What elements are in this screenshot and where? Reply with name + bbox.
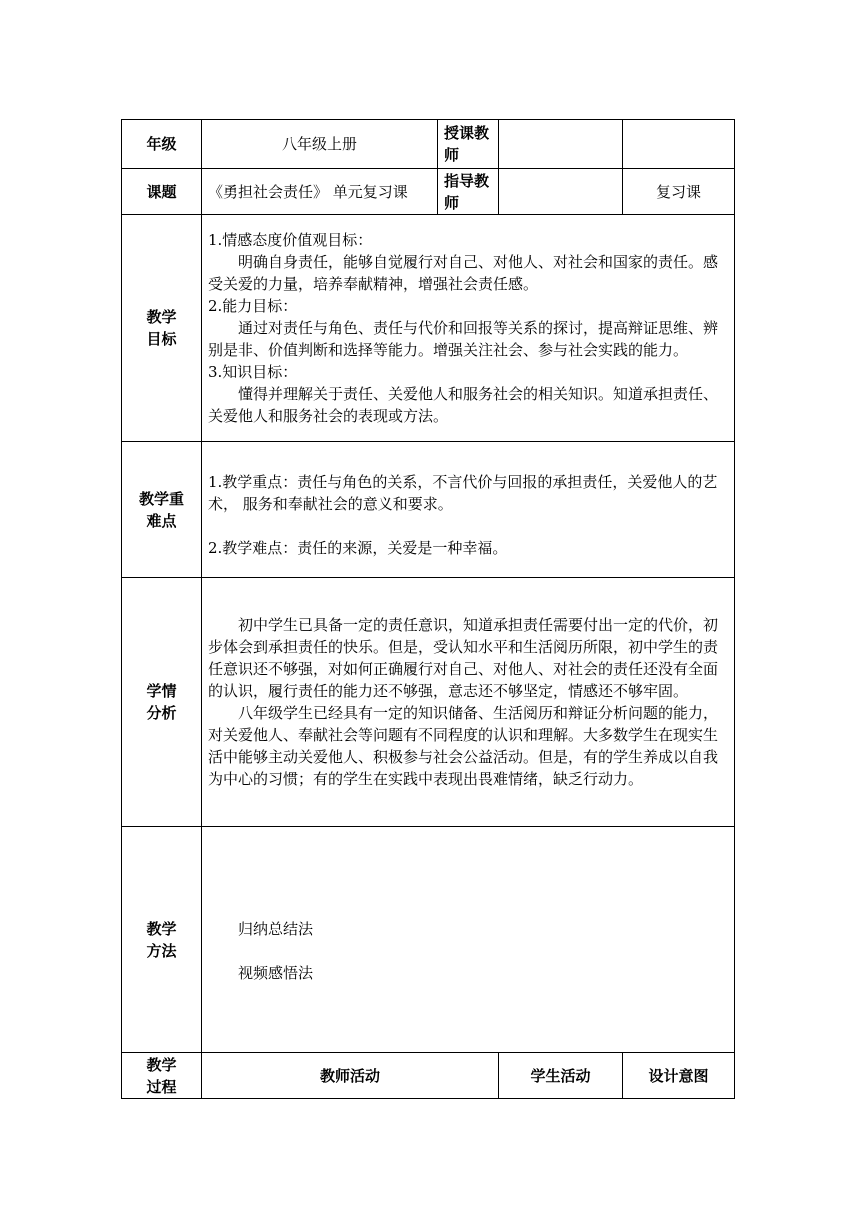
- objective-1-title: 1.情感态度价值观目标：: [208, 231, 373, 249]
- guide-value: [499, 169, 623, 215]
- key-points-label: [122, 442, 202, 578]
- process-label-text: 教学过程: [146, 1055, 177, 1096]
- grade-value: 八年级上册: [202, 120, 438, 169]
- objective-2-title: 2.能力目标：: [208, 297, 298, 315]
- teacher-label: 授课教师: [438, 120, 499, 169]
- key-point-difficulty: 2.教学难点：责任的来源，关爱是一种幸福。: [208, 538, 508, 557]
- process-row: [122, 1053, 735, 1099]
- objective-3-text: 懂得并理解关于责任、关爱他人和服务社会的相关知识。知道承担责任、关爱他人和服务社会的表现或方法。: [208, 385, 719, 425]
- objectives-row: [122, 215, 735, 442]
- analysis-content: [202, 578, 735, 827]
- teacher-activity-header: 教师活动: [202, 1053, 499, 1099]
- analysis-label-text: 学情分析: [146, 682, 177, 722]
- student-activity-header: 学生活动: [499, 1053, 623, 1099]
- process-label: [122, 1053, 202, 1099]
- key-points-row: [122, 442, 735, 578]
- objectives-label-text: 教学目标: [146, 308, 177, 348]
- grade-label: 年级: [122, 120, 202, 169]
- grade-row: [122, 120, 735, 169]
- topic-label: 课题: [122, 169, 202, 215]
- method-item: 归纳总结法: [238, 919, 314, 938]
- analysis-row: [122, 578, 735, 827]
- key-points-content: [202, 442, 735, 578]
- lesson-type: 复习课: [623, 169, 735, 215]
- key-points-label-text: 教学重难点: [138, 489, 184, 530]
- key-point-focus: 1.教学重点：责任与角色的关系，不言代价与回报的承担责任，关爱他人的艺术， 服务和奉献社会的意义和要求。: [208, 472, 718, 513]
- topic-row: [122, 169, 735, 215]
- method-item: 视频感悟法: [238, 963, 314, 982]
- analysis-para-1: 初中学生已具备一定的责任意识，知道承担责任需要付出一定的代价，初步体会到承担责任的快乐。但是，受认知水平和生活阅历所限，初中学生的责任意识还不够强，对如何正确履行对自己、对他人、对社会的责任还没有全面的认识，履行责任的能力还不够强，意志还不够坚定，情感还不够牢固。: [208, 616, 719, 700]
- guide-label: 指导教师: [438, 169, 499, 215]
- teacher-value: [499, 120, 623, 169]
- objectives-label: [122, 215, 202, 442]
- teacher-extra: [623, 120, 735, 169]
- analysis-label: [122, 578, 202, 827]
- methods-row: [122, 827, 735, 1053]
- objective-2-text: 通过对责任与角色、责任与代价和回报等关系的探讨，提高辩证思维、辨别是非、价值判断和选择等能力。增强关注社会、参与社会实践的能力。: [208, 319, 719, 359]
- methods-label-text: 教学方法: [146, 919, 177, 960]
- methods-label: [122, 827, 202, 1053]
- objectives-content: [202, 215, 735, 442]
- lesson-plan-table: [121, 119, 735, 1099]
- methods-content: [202, 827, 735, 1053]
- design-intent-header: 设计意图: [623, 1053, 735, 1099]
- objective-3-title: 3.知识目标：: [208, 363, 298, 381]
- objective-1-text: 明确自身责任，能够自觉履行对自己、对他人、对社会和国家的责任。感受关爱的力量，培养奉献精神，增强社会责任感。: [208, 253, 719, 293]
- analysis-para-2: 八年级学生已经具有一定的知识储备、生活阅历和辩证分析问题的能力，对关爱他人、奉献社会等问题有不同程度的认识和理解。大多数学生在现实生活中能够主动关爱他人、积极参与社会公益活动。但是，有的学生养成以自我为中心的习惯；有的学生在实践中表现出畏难情绪，缺乏行动力。: [208, 704, 719, 788]
- topic-value: 《勇担社会责任》 单元复习课: [202, 169, 438, 215]
